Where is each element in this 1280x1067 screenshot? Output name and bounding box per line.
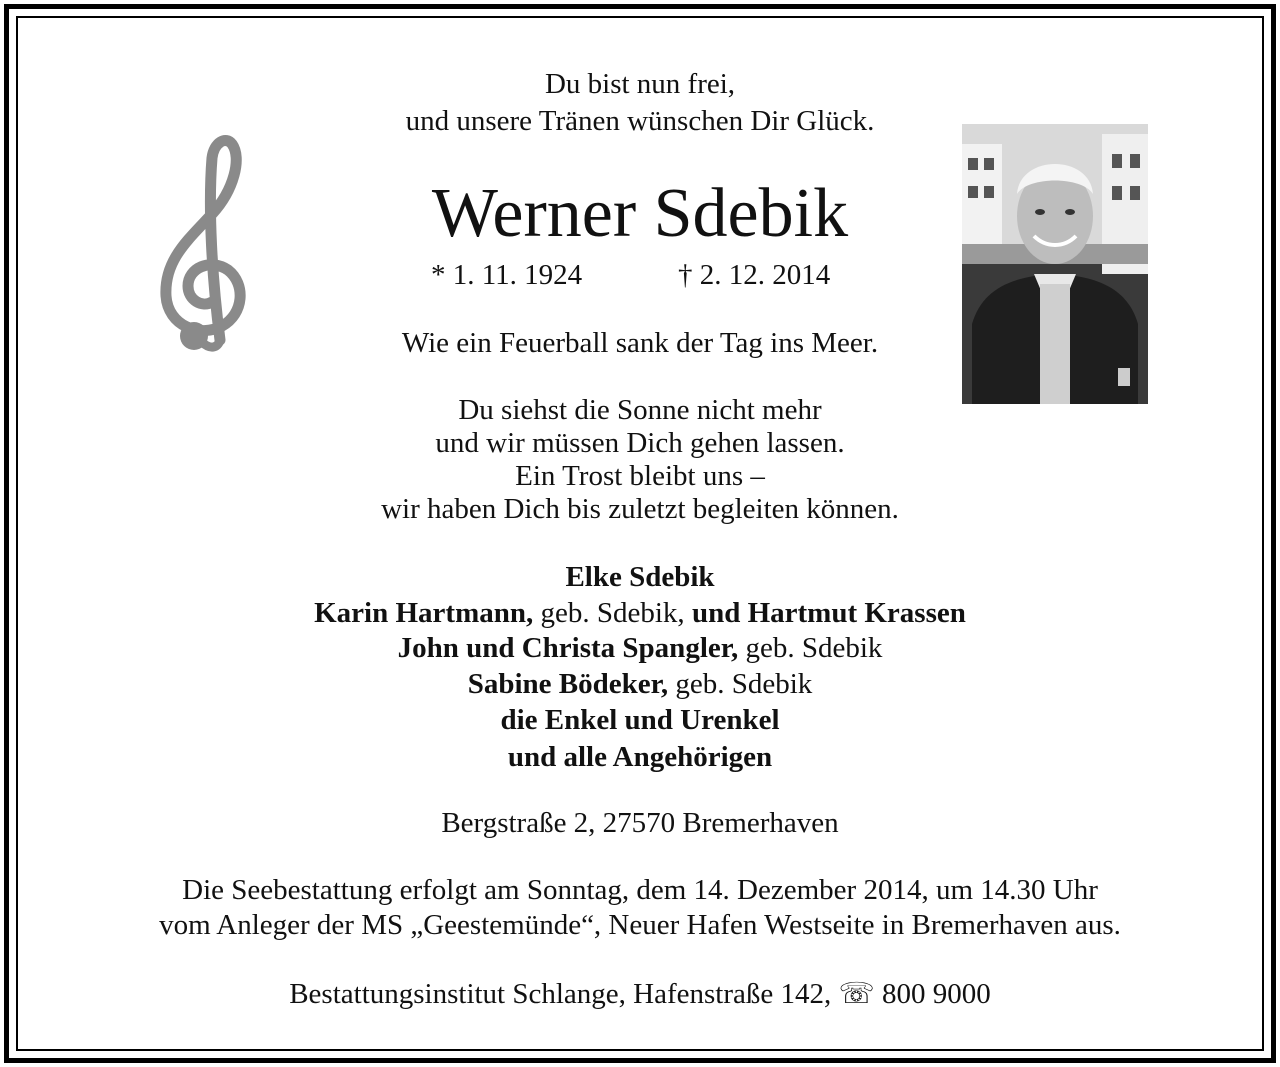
death-date: † 2. 12. 2014 [678,259,831,291]
mourner-line [0,631,1280,665]
motto-line: Du bist nun frei, [544,68,736,100]
mourner-name: Karin Hartmann, [314,597,534,629]
mourner-line: die Enkel und Urenkel [500,704,780,736]
portrait-photo [962,124,1148,404]
funeral-info: Die Seebestattung erfolgt am Sonntag, dem 14. Dezember 2014, um 14.30 Uhr [182,874,1098,906]
address: Bergstraße 2, 27570 Bremerhaven [441,807,839,839]
mourner-note: geb. Sdebik [668,668,813,700]
funeral-info: vom Anleger der MS „Geestemünde“, Neuer Hafen Westseite in Bremerhaven aus. [159,909,1121,941]
mourner-name: Sabine Bödeker, [467,668,669,700]
mourner-name: John und Christa Spangler, [397,632,739,664]
undertaker: Bestattungsinstitut Schlange, Hafenstraße 142, ☏ 800 9000 [289,978,991,1010]
verse-line: Ein Trost bleibt uns – [515,460,765,492]
deceased-name: Werner Sdebik [431,175,849,252]
mourner-line [0,596,1280,630]
mourner-note: geb. Sdebik, [533,597,692,629]
mourner-line: Elke Sdebik [565,561,715,593]
poem-line: Wie ein Feuerball sank der Tag ins Meer. [401,327,879,359]
verse-line: und wir müssen Dich gehen lassen. [435,427,845,459]
motto-line: und unsere Tränen wünschen Dir Glück. [405,105,875,137]
mourner-line [0,667,1280,701]
birth-date: * 1. 11. 1924 [431,259,583,291]
verse-line: wir haben Dich bis zuletzt begleiten können. [381,493,899,525]
mourner-note: geb. Sdebik [738,632,883,664]
mourner-name: und Hartmut Krassen [691,597,966,629]
verse-line: Du siehst die Sonne nicht mehr [458,394,822,426]
mourner-line: und alle Angehörigen [507,741,773,773]
